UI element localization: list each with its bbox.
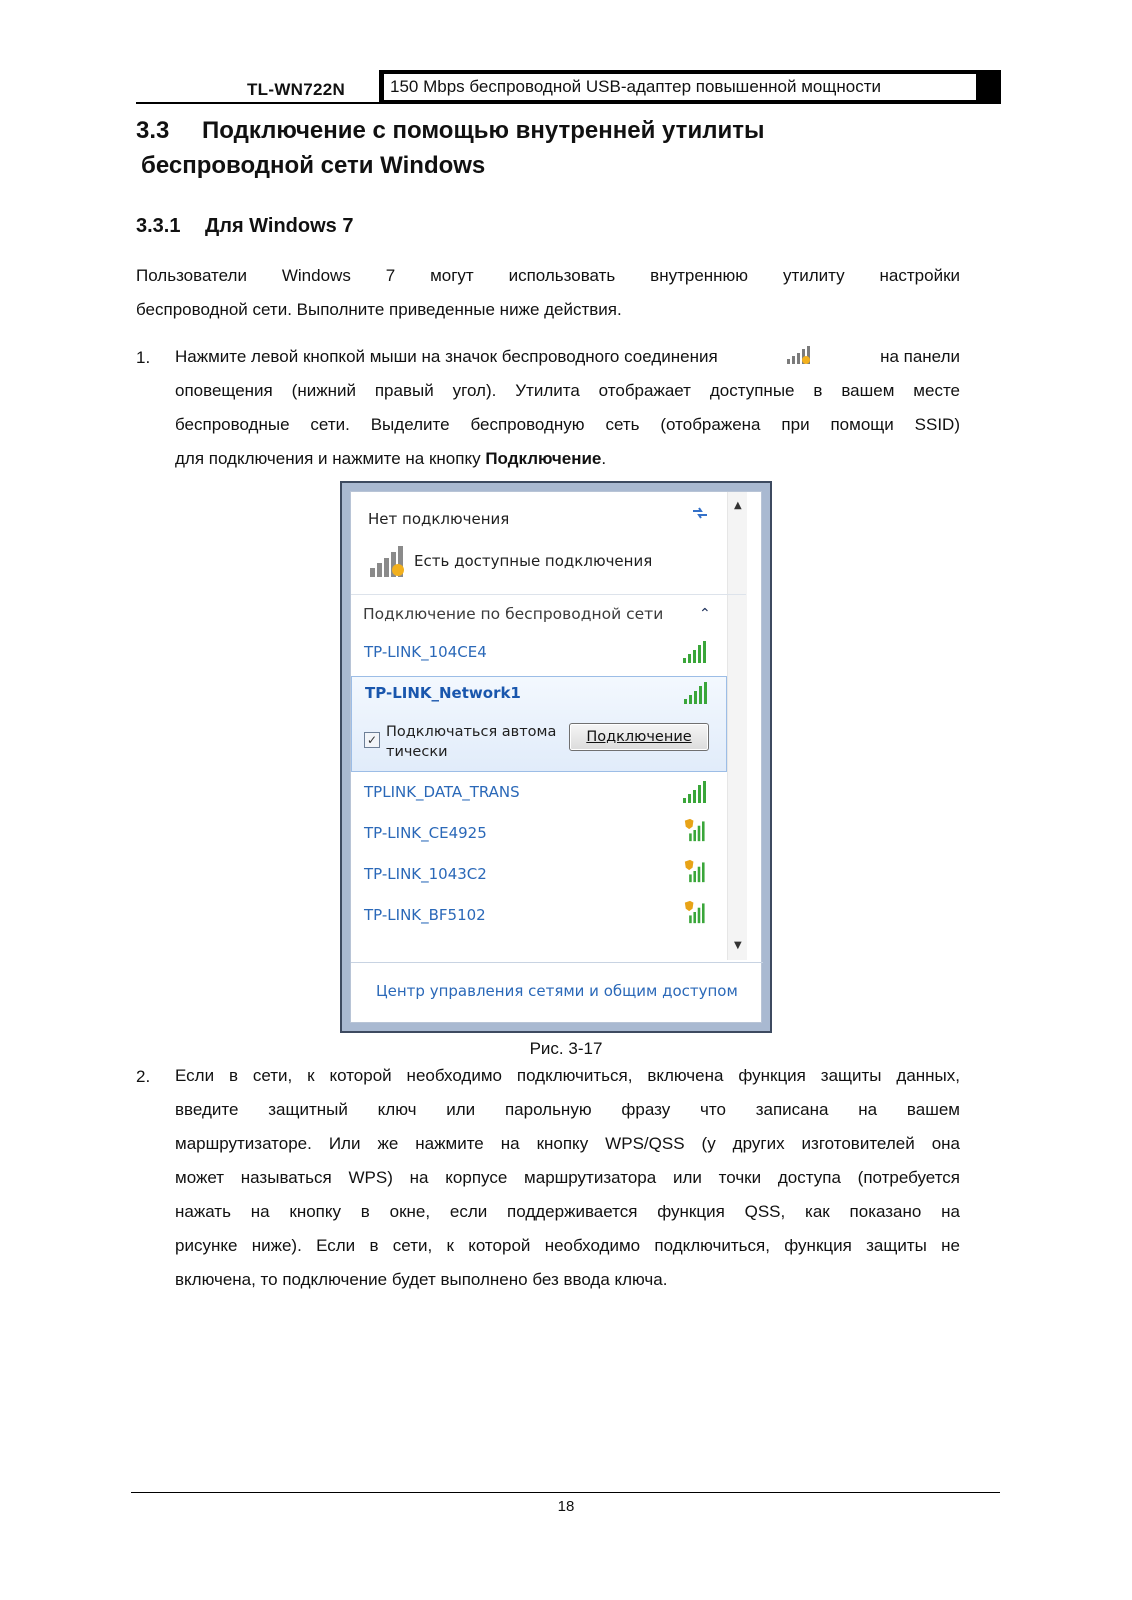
wireless-networks-popup — [340, 481, 772, 1033]
network-item[interactable]: TPLINK_DATA_TRANS — [364, 783, 520, 801]
network-item[interactable]: TP-LINK_104CE4 — [364, 643, 487, 661]
step2-line: рисунке ниже). Если в сети, к которой необходимо подключиться, функция защиты не — [175, 1236, 960, 1255]
step1-line — [175, 442, 960, 476]
scroll-up-arrow-icon[interactable]: ▲ — [734, 500, 742, 511]
step2-line: маршрутизаторе. Или же нажмите на кнопку WPS/QSS (у других изготовителей она — [175, 1134, 960, 1153]
scroll-down-arrow-icon[interactable]: ▼ — [734, 940, 742, 951]
wifi-signal-icon — [681, 640, 711, 664]
network-center-link[interactable]: Центр управления сетями и общим доступом — [376, 982, 738, 1000]
connect-button-label: Подключение — [586, 729, 692, 745]
step2-line: может называться WPS) на корпусе маршрутизатора или точки доступа (потребуется — [175, 1168, 960, 1187]
auto-connect-line1: Подключаться автома — [386, 724, 557, 740]
page-number: 18 — [557, 1498, 575, 1515]
wifi-signal-icon — [681, 780, 711, 804]
wifi-signal-warning-icon — [368, 544, 408, 582]
figure-caption: Рис. 3-17 — [529, 1039, 603, 1058]
popup-footer-divider — [351, 962, 763, 963]
subsection-heading — [136, 215, 353, 238]
auto-connect-label[interactable] — [386, 722, 556, 762]
step1-line4-period: . — [601, 449, 607, 468]
step2-line: нажать на кнопку в окне, если поддерживается функция QSS, как показано на — [175, 1202, 960, 1221]
connect-button-reference: Подключение — [485, 449, 602, 468]
step1-line1-text: Нажмите левой кнопкой мыши на значок беспроводного соединения — [175, 347, 718, 366]
selected-network-name: TP-LINK_Network1 — [365, 684, 521, 702]
step1-line1-tail: на панели — [880, 347, 960, 366]
network-item-selected[interactable] — [351, 676, 727, 772]
popup-scrollbar[interactable] — [727, 492, 747, 960]
header-rule — [136, 102, 379, 104]
step2-line: Если в сети, к которой необходимо подключиться, включена функция защиты данных, — [175, 1066, 960, 1085]
step2-line: введите защитный ключ или парольную фразу что записана на вашем — [175, 1100, 960, 1119]
popup-divider — [351, 594, 746, 595]
subsection-title: Для Windows 7 — [205, 215, 354, 237]
step1-line: оповещения (нижний правый угол). Утилита отображает доступные в вашем месте — [175, 381, 960, 400]
intro-line: беспроводной сети. Выполните приведенные ниже действия. — [136, 300, 622, 319]
step1-line — [175, 340, 960, 374]
step1-number: 1. — [136, 348, 151, 367]
subsection-number: 3.3.1 — [136, 215, 181, 237]
refresh-icon[interactable] — [689, 502, 711, 529]
section-number: 3.3 — [136, 117, 170, 144]
wifi-signal-icon — [682, 681, 712, 705]
wireless-section-label[interactable]: Подключение по беспроводной сети — [363, 605, 664, 623]
network-item[interactable]: TP-LINK_CE4925 — [364, 824, 487, 842]
popup-panel — [350, 491, 762, 1023]
header-model: TL-WN722N — [247, 80, 346, 99]
wifi-tray-icon — [782, 340, 816, 374]
chevron-up-icon[interactable]: ⌃ — [699, 606, 711, 622]
section-heading — [136, 117, 764, 145]
step2-number: 2. — [136, 1067, 151, 1086]
footer-rule — [131, 1492, 1000, 1493]
auto-connect-line2: тически — [386, 744, 448, 760]
section-title-line1: Подключение с помощью внутренней утилиты — [202, 117, 765, 144]
intro-line: Пользователи Windows 7 могут использовать внутреннюю утилиту настройки — [136, 266, 960, 285]
step1-paragraph — [175, 340, 960, 476]
step2-line: включена, то подключение будет выполнено без ввода ключа. — [175, 1270, 668, 1289]
step2-paragraph — [175, 1059, 960, 1297]
section-title-line2: беспроводной сети Windows — [141, 152, 486, 179]
intro-paragraph — [136, 259, 960, 327]
network-item[interactable]: TP-LINK_1043C2 — [364, 865, 487, 883]
step1-line: беспроводные сети. Выделите беспроводную сеть (отображена при помощи SSID) — [175, 415, 960, 434]
header-product: 150 Mbps беспроводной USB-адаптер повышенной мощности — [384, 74, 976, 100]
step1-line4-text: для подключения и нажмите на кнопку — [175, 449, 486, 468]
shield-warning-icon — [681, 900, 711, 924]
connection-status: Нет подключения — [368, 510, 510, 528]
shield-warning-icon — [681, 818, 711, 842]
network-item[interactable]: TP-LINK_BF5102 — [364, 906, 486, 924]
available-connections-label: Есть доступные подключения — [414, 552, 653, 570]
checkbox-checked-icon[interactable]: ✓ — [364, 732, 380, 748]
connect-button[interactable] — [569, 723, 709, 751]
shield-warning-icon — [681, 859, 711, 883]
